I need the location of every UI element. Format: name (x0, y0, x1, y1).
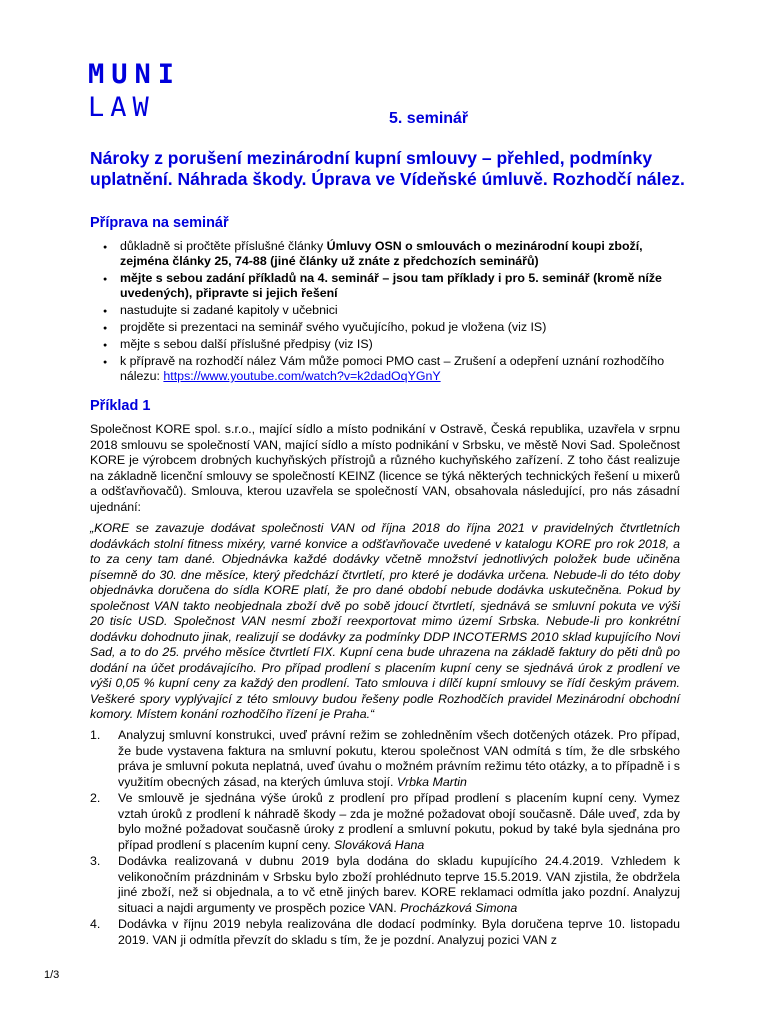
assignee-name: Procházková Simona (400, 900, 518, 915)
prep-item: ● důkladně si pročtěte příslušné články Úmluvy OSN o smlouvách o mezinárodní koupi zboží, zejména články 25, 74-88 (jiné články už znáte z předchozích seminářů) (120, 239, 685, 269)
contract-quote: „KORE se zavazuje dodávat společnosti VAN od října 2018 do října 2021 v pravidelných čtvrtletních dodávkách stolní fitness mixéry, varné konvice a odšťavňovače uvedené v katalogu KORE pro rok 2018, a to za ceny tam dané. Objednávka každé dodávky včetně množství jednotlivých položek bude učiněna písemně do 30. dne měsíce, který předchází čtvrtletí, pro které je dodávka určena. Nebude-li do této doby objednávka doručena do sídla KORE platí, že pro dané období nebude dodávka uskutečněna. Pokud by společnost VAN takto neobjednala zboží dvě po sobě jdoucí čtvrtletí, sjednává se smluvní pokuta ve výši 20 tisíc USD. Společnost VAN nesmí zboží reexportovat mimo území Srbska. Nebude-li pro konkrétní dodávku dohodnuto jinak, realizují se dodávky za podmínky DDP INCOTERMS 2010 sklad kupujícího Novi Sad, a to do 25. prvého měsíce čtvrtletí FIX. Kupní cena bude uhrazena na základě faktury do pěti dnů po dodání na účet prodávajícího. Pro případ prodlení s placením kupní ceny se sjednává úrok z prodlení ve výši 0,05 % kupní ceny za každý den prodlení. Tato smlouva i dílčí kupní smlouvy se řídí českým právem. Veškeré spory vyplývající z této smlouvy budou řešeny podle Rozhodčích pravidel Mezinárodní obchodní komory. Místem konání rozhodčího řízení je Praha.“ (90, 521, 680, 721)
task-item: 2. Ve smlouvě je sjednána výše úroků z prodlení pro případ prodlení s placením kupní ceny. Vymez vztah úroků z prodlení k náhradě škody – zda je možné požadovat obojí současně. Dále uveď, zda by bylo možné požadovat současně úroky z prodlení a smluvní pokutu, pokud by také byla sjednána pro případ prodlení s placením kupní ceny. Slováková Hana (90, 791, 680, 852)
page-number: 1/3 (44, 969, 60, 981)
document-title: Nároky z porušení mezinárodní kupní smlouvy – přehled, podmínky uplatnění. Náhrada škody. Úprava ve Vídeňské úmluvě. Rozhodčí nález. (90, 148, 685, 189)
prep-item: ● projděte si prezentaci na seminář svého vyučujícího, pokud je vložena (viz IS) (120, 320, 685, 335)
task-item: 1. Analyzuj smluvní konstrukci, uveď právní režim se zohledněním všech dotčených otázek. Pro případ, že bude vystavena faktura na smluvní pokutu, kterou společnost VAN odmítá s tím, že dle srbského práva je smluvní pokuta neplatná, uveď úvahu o možném právním režimu této otázky, a to případně i s využitím obecných zásad, na kterých úmluva stojí. Vrbka Martin (90, 728, 680, 789)
prep-item: ● nastudujte si zadané kapitoly v učebnici (120, 303, 685, 318)
muni-law-logo (88, 58, 181, 124)
example-intro: Společnost KORE spol. s.r.o., mající sídlo a místo podnikání v Ostravě, Česká republika, uzavřela v srpnu 2018 smlouvu se společností VAN, mající sídlo a místo podnikání v Srbsku, ve městě Novi Sad. Společnost KORE je výrobcem drobných kuchyňských přístrojů a různého kuchyňského zařízení. Z toho část realizuje na základně licenční smlouvy se společností KEINZ (licence se týká některých technických řešení u mixerů a odšťavňovačů). Smlouva, kterou uzavřela se společností VAN, obsahovala následující, pro nás zásadní ujednání: (90, 422, 680, 514)
example-heading: Příklad 1 (90, 398, 151, 414)
task-item: 4. Dodávka v říjnu 2019 nebyla realizována dle dodací podmínky. Byla doručena teprve 10. listopadu 2019. VAN ji odmítla převzít do skladu s tím, že je pozdní. Analyzuj pozici VAN z (90, 917, 680, 947)
assignee-name: Slováková Hana (334, 837, 425, 852)
prep-item: ● k přípravě na rozhodčí nález Vám může pomoci PMO cast – Zrušení a odepření uznání rozhodčího nálezu: https://www.youtube.com/watch?v=k2dadOqYGnY (120, 354, 685, 384)
logo-line-1: MUNI (88, 59, 182, 90)
task-list (90, 728, 680, 949)
youtube-link[interactable]: https://www.youtube.com/watch?v=k2dadOqYGnY (163, 369, 441, 383)
prep-item: ● mějte s sebou další příslušné předpisy (viz IS) (120, 337, 685, 352)
prep-heading: Příprava na seminář (90, 215, 229, 231)
seminar-number: 5. seminář (389, 110, 469, 127)
prep-item: ● mějte s sebou zadání příkladů na 4. seminář – jsou tam příklady i pro 5. seminář (kromě níže uvedených), připravte si jejich řešení (120, 271, 685, 301)
prep-list (120, 239, 685, 386)
assignee-name: Vrbka Martin (396, 774, 467, 789)
logo-line-2: LAW (88, 92, 155, 123)
task-item: 3. Dodávka realizovaná v dubnu 2019 byla dodána do skladu kupujícího 24.4.2019. Vzhledem k velikonočním prázdninám v Srbsku bylo zboží prohlédnuto teprve 15.5.2019. VAN zjistila, že obdržela jiné zboží, než si objednala, a to vč etně jiných barev. KORE reklamaci odmítla jako pozdní. Analyzuj situaci a najdi argumenty ve prospěch pozice VAN. Procházková Simona (90, 854, 680, 915)
